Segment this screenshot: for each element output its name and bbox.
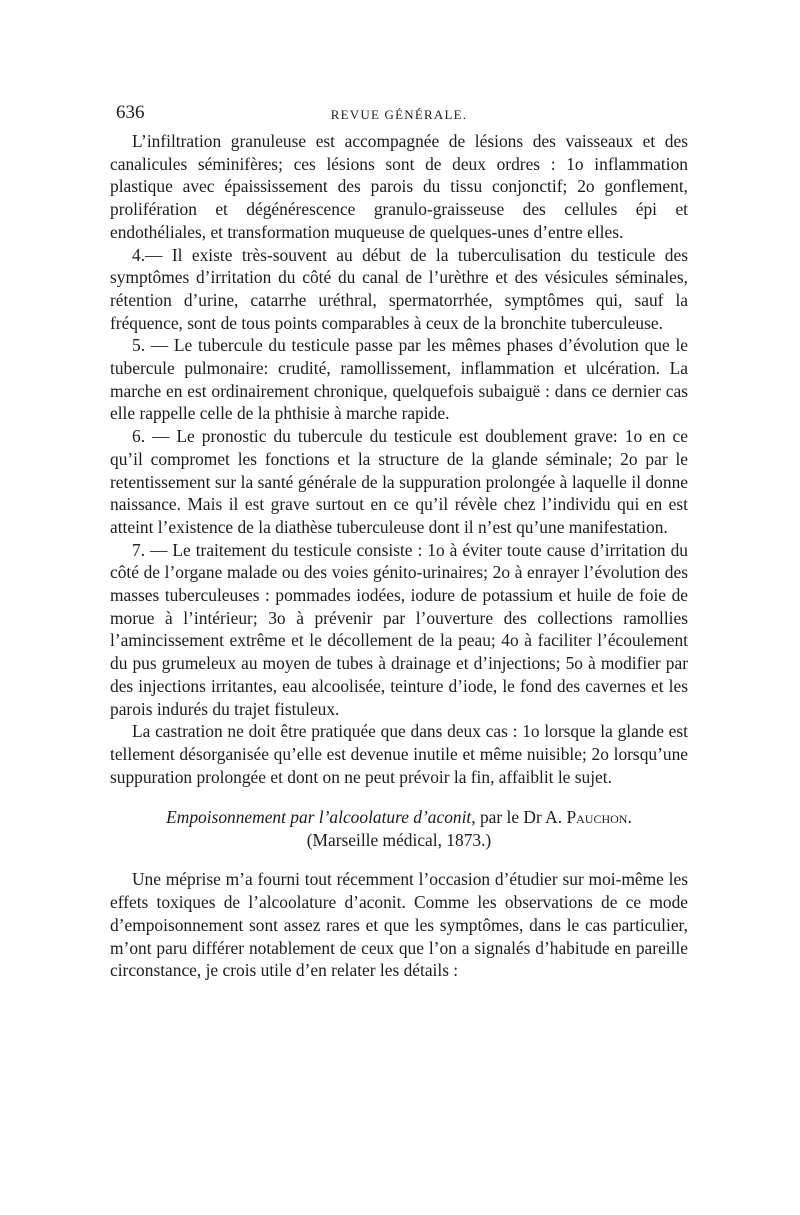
paragraph-point-6: 6. — Le pronostic du tubercule du testicule est doublement grave: 1o en ce qu’il compromet les fonctions et la structure de la glande séminale; 2o par le retentissement sur la santé générale de la suppuration prolongée à laquelle il donne naissance. Mais il est grave surtout en ce qu’il révèle chez l’individu qui en est atteint l’existence de la diathèse tuberculeuse dont il n’est qu’une manifestation. — [110, 426, 688, 537]
article-byline: par le Dr A. — [479, 807, 563, 828]
running-title: REVUE GÉNÉRALE. — [330, 107, 468, 122]
paragraph-point-4: 4.— Il existe très-souvent au début de la tuberculisation du testicule des symptômes d’irritation du côté du canal de l’urèthre et des vésicules séminales, rétention d’urine, catarrhe uréthral, spermatorrhée, symptômes qui, sauf la fréquence, sont de tous points comparables à ceux de la bronchite tuberculeuse. — [110, 244, 688, 333]
document-page — [110, 96, 688, 982]
paragraph-point-7: 7. — Le traitement du testicule consiste : 1o à éviter toute cause d’irritation du côté de l’organe malade ou des voies génito-urinaires; 2o à enrayer l’évolution des masses tuberculeuses : pommades iodées, iodure de potassium et huile de foie de morue à l’intérieur; 3o à prévenir par l’ouverture des collections ramollies l’amincissement extrême et le décollement de la peau; 4o à faciliter l’écoulement du pus grumeleux au moyen de tubes à drainage et d’injections; 5o à modifier par des injections irritantes, eau alcoolisée, teinture d’iode, le fond des cavernes et les parois indurés du trajet fistuleux. — [110, 539, 688, 719]
article-heading — [110, 806, 688, 852]
running-header — [110, 96, 688, 126]
article-title-line — [110, 806, 688, 829]
article-author: Pauchon. — [566, 807, 632, 828]
article-title: Empoisonnement par l’alcoolature d’aconit, — [166, 807, 476, 828]
paragraph-point-5: 5. — Le tubercule du testicule passe par les mêmes phases d’évolution que le tubercule pulmonaire: crudité, ramollissement, inflammation et ulcération. La marche en est ordinairement chronique, quelquefois subaiguë : dans ce dernier cas elle rappelle celle de la phthisie à marche rapide. — [110, 335, 688, 424]
paragraph-article-intro: Une méprise m’a fourni tout récemment l’occasion d’étudier sur moi-même les effets toxiques de l’alcoolature d’aconit. Comme les observations de ce mode d’empoisonnement sont assez rares et que les symptômes, dans le cas particulier, m’ont paru différer notablement de ceux que l’on a signalés d’habitude en pareille circonstance, je crois utile d’en relater les détails : — [110, 869, 688, 981]
paragraph-infiltration: L’infiltration granuleuse est accompagnée de lésions des vaisseaux et des canalicules séminifères; ces lésions sont de deux ordres : 1o inflammation plastique avec épaississement des parois du tissu conjonctif; 2o gonflement, prolifération et dégénérescence granulo-graisseuse des cellules épi et endothéliales, et transformation muqueuse de quelques-unes d’entre elles. — [110, 131, 688, 242]
article-source: (Marseille médical, 1873.) — [306, 830, 492, 851]
paragraph-castration: La castration ne doit être pratiquée que dans deux cas : 1o lorsque la glande est tellement désorganisée qu’elle est devenue inutile et même nuisible; 2o lorsqu’une suppuration prolongée et dont on ne peut prévoir la fin, affaiblit le sujet. — [110, 721, 688, 787]
page-number: 636 — [116, 102, 145, 123]
